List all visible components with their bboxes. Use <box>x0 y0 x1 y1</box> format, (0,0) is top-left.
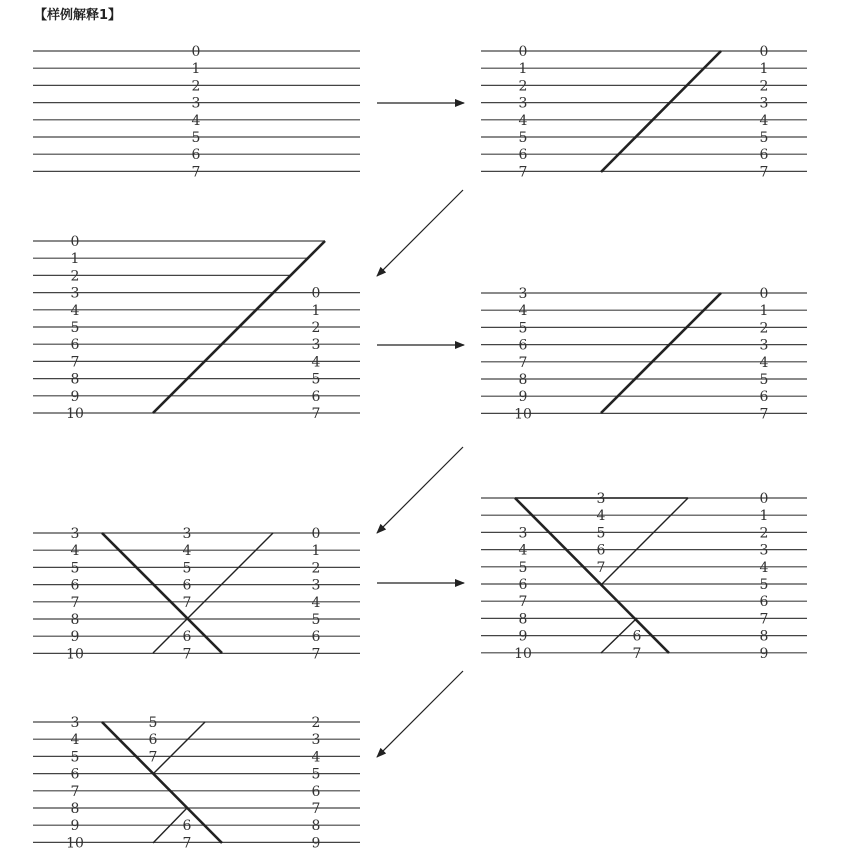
row-label-right: 1 <box>311 543 321 560</box>
row-label-right: 6 <box>759 594 769 611</box>
row-label-mid: 6 <box>182 629 192 646</box>
row-label-right: 6 <box>311 388 321 405</box>
row-label-right: 4 <box>759 559 769 576</box>
row-label-mid: 2 <box>191 78 201 95</box>
row-label-mid: 1 <box>191 61 201 78</box>
row-label-left: 7 <box>518 354 528 371</box>
row-label-mid: 7 <box>632 645 642 662</box>
diagonal-line <box>515 498 669 653</box>
row-label-mid: 3 <box>596 491 606 507</box>
row-label-left: 4 <box>70 732 80 749</box>
row-label-right: 4 <box>311 594 321 611</box>
row-label-left: 7 <box>70 783 80 800</box>
row-label-mid: 6 <box>632 628 642 645</box>
row-label-mid: 7 <box>182 835 192 852</box>
row-label-mid: 6 <box>148 732 158 749</box>
row-label-left: 8 <box>70 612 80 628</box>
row-label-left: 3 <box>70 285 80 302</box>
row-label-mid: 7 <box>596 559 606 576</box>
row-label-mid: 6 <box>191 147 201 164</box>
row-label-right: 4 <box>311 749 321 766</box>
panel-7 <box>33 715 360 851</box>
step-arrow <box>377 190 463 276</box>
row-label-left: 10 <box>66 646 84 663</box>
row-label-right: 7 <box>759 611 769 628</box>
row-label-left: 7 <box>70 354 80 371</box>
diagonal-line <box>102 533 222 653</box>
row-label-right: 3 <box>759 337 769 354</box>
row-label-right: 0 <box>759 44 769 60</box>
row-label-mid: 5 <box>191 130 201 146</box>
row-label-right: 8 <box>759 628 769 645</box>
row-label-mid: 5 <box>596 525 606 542</box>
row-label-left: 6 <box>518 147 528 164</box>
row-label-left: 1 <box>518 61 528 78</box>
row-label-right: 5 <box>311 766 321 783</box>
row-label-left: 0 <box>518 44 528 60</box>
row-label-left: 10 <box>514 406 532 423</box>
row-label-left: 6 <box>70 766 80 783</box>
row-label-left: 7 <box>518 164 528 181</box>
row-label-mid: 6 <box>182 577 192 594</box>
row-label-right: 3 <box>311 577 321 594</box>
row-label-right: 4 <box>759 112 769 129</box>
diagonal-line <box>153 722 205 774</box>
row-label-right: 1 <box>759 303 769 320</box>
row-label-mid: 3 <box>182 526 192 542</box>
row-label-right: 1 <box>311 302 321 319</box>
row-label-mid: 6 <box>596 542 606 559</box>
row-label-left: 3 <box>518 525 528 542</box>
row-label-right: 2 <box>759 525 769 542</box>
row-label-left: 10 <box>514 645 532 662</box>
row-label-mid: 7 <box>182 594 192 611</box>
row-label-left: 8 <box>70 371 80 388</box>
row-label-left: 4 <box>518 542 528 559</box>
row-label-right: 5 <box>759 372 769 388</box>
row-label-right: 6 <box>759 389 769 406</box>
row-label-right: 0 <box>311 285 321 302</box>
row-label-left: 2 <box>70 268 80 285</box>
row-label-right: 3 <box>311 732 321 749</box>
panel-5 <box>33 526 360 662</box>
row-label-right: 7 <box>311 801 321 817</box>
row-label-right: 5 <box>311 612 321 628</box>
row-label-right: 8 <box>311 818 321 835</box>
row-label-right: 3 <box>759 95 769 112</box>
row-label-right: 6 <box>311 629 321 646</box>
row-label-left: 4 <box>518 303 528 320</box>
row-label-right: 5 <box>311 371 321 388</box>
row-label-right: 5 <box>759 130 769 146</box>
row-label-mid: 5 <box>148 715 158 731</box>
row-label-left: 5 <box>70 749 80 766</box>
row-label-right: 7 <box>759 406 769 423</box>
row-label-left: 1 <box>70 251 80 268</box>
row-label-left: 3 <box>518 95 528 112</box>
row-label-right: 3 <box>311 337 321 354</box>
step-arrow <box>377 447 463 533</box>
row-label-left: 8 <box>70 801 80 817</box>
row-label-mid: 4 <box>191 112 201 129</box>
row-label-left: 8 <box>518 372 528 388</box>
row-label-mid: 4 <box>596 508 606 525</box>
panel-3 <box>33 234 360 422</box>
row-label-right: 4 <box>311 354 321 371</box>
row-label-right: 0 <box>311 526 321 542</box>
arrows <box>377 103 464 757</box>
row-label-right: 5 <box>759 577 769 593</box>
row-label-left: 10 <box>66 835 84 852</box>
row-label-right: 2 <box>311 320 321 336</box>
row-label-left: 9 <box>518 628 528 645</box>
row-label-right: 1 <box>759 508 769 525</box>
row-label-mid: 7 <box>182 646 192 663</box>
row-label-left: 7 <box>518 594 528 611</box>
row-label-left: 4 <box>70 302 80 319</box>
row-label-mid: 7 <box>148 749 158 766</box>
row-label-left: 9 <box>518 389 528 406</box>
row-label-left: 3 <box>70 526 80 542</box>
row-label-left: 3 <box>70 715 80 731</box>
row-label-left: 0 <box>70 234 80 250</box>
row-label-left: 2 <box>518 78 528 95</box>
row-label-left: 8 <box>518 611 528 628</box>
diagonal-line <box>601 498 688 585</box>
row-label-left: 6 <box>518 337 528 354</box>
row-label-left: 5 <box>518 130 528 146</box>
panel-6 <box>481 491 807 662</box>
row-label-right: 6 <box>759 147 769 164</box>
row-label-left: 6 <box>518 577 528 593</box>
row-label-right: 4 <box>759 354 769 371</box>
row-label-left: 5 <box>518 559 528 576</box>
row-label-right: 0 <box>759 491 769 507</box>
diagonal-line <box>601 293 721 413</box>
panel-2 <box>481 44 807 180</box>
row-label-right: 2 <box>311 715 321 731</box>
row-label-right: 2 <box>311 560 321 577</box>
row-label-left: 9 <box>70 818 80 835</box>
row-label-right: 6 <box>311 783 321 800</box>
row-label-right: 1 <box>759 61 769 78</box>
row-label-mid: 6 <box>182 818 192 835</box>
row-label-mid: 4 <box>182 543 192 560</box>
row-label-right: 9 <box>311 835 321 852</box>
row-label-left: 9 <box>70 388 80 405</box>
row-label-left: 10 <box>66 406 84 422</box>
row-label-right: 7 <box>759 164 769 181</box>
example-title: 【样例解释1】 <box>34 8 122 23</box>
row-label-left: 4 <box>518 112 528 129</box>
row-label-right: 7 <box>311 406 321 422</box>
row-label-right: 9 <box>759 645 769 662</box>
row-label-right: 7 <box>311 646 321 663</box>
row-label-left: 6 <box>70 577 80 594</box>
row-label-right: 2 <box>759 320 769 337</box>
row-label-left: 9 <box>70 629 80 646</box>
row-label-mid: 0 <box>191 44 201 60</box>
row-label-right: 2 <box>759 78 769 95</box>
row-label-left: 3 <box>518 286 528 302</box>
row-label-left: 4 <box>70 543 80 560</box>
row-label-mid: 3 <box>191 95 201 112</box>
row-label-left: 5 <box>70 320 80 336</box>
row-label-left: 6 <box>70 337 80 354</box>
row-label-right: 3 <box>759 542 769 559</box>
panel-1 <box>33 44 360 180</box>
row-label-left: 5 <box>518 320 528 337</box>
row-label-left: 5 <box>70 560 80 577</box>
row-label-right: 0 <box>759 286 769 302</box>
panel-4 <box>481 286 807 422</box>
row-label-mid: 5 <box>182 560 192 577</box>
panels <box>33 44 807 851</box>
row-label-left: 7 <box>70 594 80 611</box>
row-label-mid: 7 <box>191 164 201 181</box>
diagonal-line <box>153 533 273 653</box>
step-arrow <box>377 671 463 757</box>
